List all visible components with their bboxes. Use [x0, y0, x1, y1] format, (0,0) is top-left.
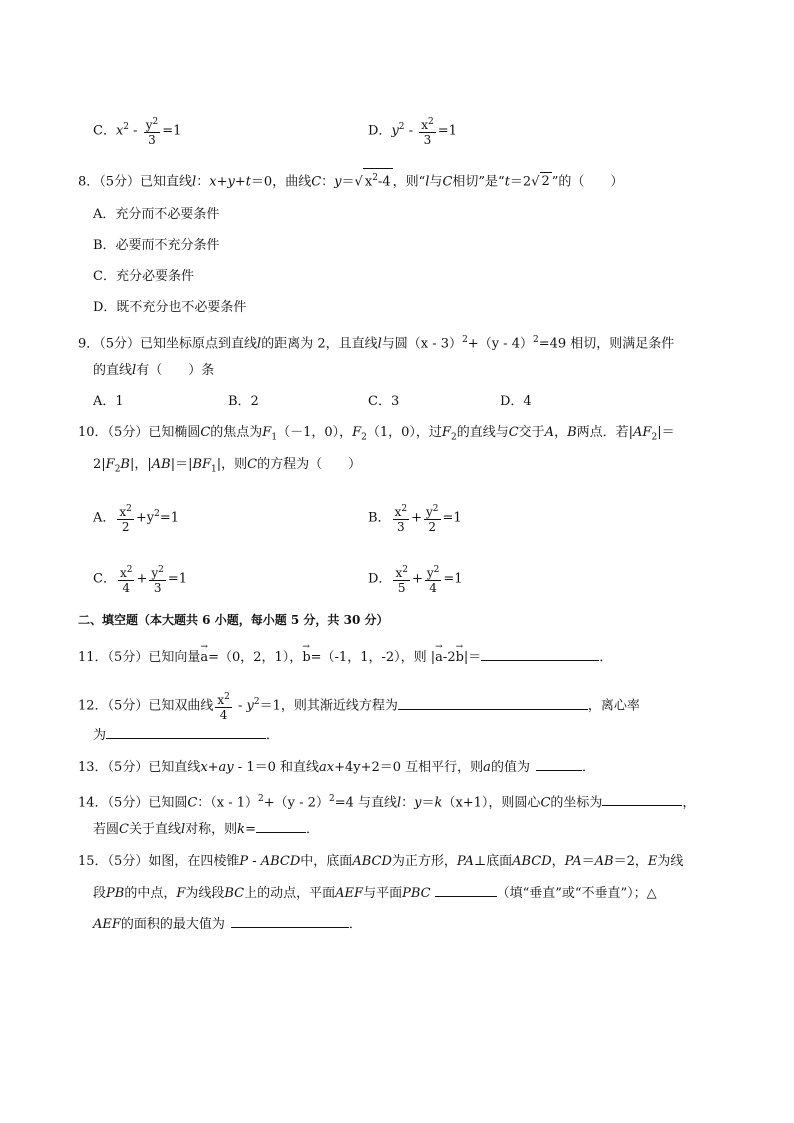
- var: B: [120, 457, 130, 472]
- text: 与圆（x - 3）: [381, 336, 463, 352]
- var: PA: [456, 854, 474, 869]
- text: （填“垂直”或“不垂直”）；△: [496, 886, 657, 901]
- vector-b: → b: [302, 649, 310, 667]
- text: （－1，0），: [277, 425, 353, 440]
- var: AF: [633, 425, 652, 440]
- subscript: 2: [450, 432, 457, 443]
- var: F: [262, 425, 272, 440]
- exponent: 2: [433, 565, 440, 575]
- text: |，则: [216, 457, 248, 472]
- var: y: [334, 174, 342, 190]
- text: ．: [348, 917, 362, 932]
- answer-blank[interactable]: [602, 793, 682, 806]
- radicand: 2: [541, 174, 550, 190]
- var: l: [257, 336, 262, 352]
- var: y: [145, 118, 153, 132]
- q10-option-b: [368, 502, 462, 534]
- var: E: [647, 854, 658, 869]
- var: AB: [594, 854, 614, 869]
- text: =49 相切，则满足条件: [538, 336, 675, 352]
- text: ，离心率: [587, 698, 640, 714]
- text: 交于: [518, 425, 545, 440]
- q7-option-c: [93, 115, 181, 147]
- text: +4y+2＝0 互相平行，则: [334, 760, 484, 775]
- text: ⊥底面: [473, 854, 513, 869]
- q9-stem-line2: [93, 362, 214, 380]
- text: ．: [599, 650, 613, 665]
- var: F: [105, 457, 115, 472]
- text: 的直线与: [456, 425, 509, 440]
- vector-a: → a: [435, 649, 443, 667]
- var: AEF: [335, 886, 364, 901]
- equation: ax: [319, 760, 335, 775]
- subscript: 1: [271, 432, 278, 443]
- q10-option-d: [368, 563, 463, 595]
- text: ，: [554, 425, 568, 440]
- exponent: 2: [328, 794, 335, 804]
- operator: -: [129, 123, 142, 139]
- var: F: [176, 886, 186, 901]
- text: ．: [305, 822, 319, 837]
- text: 2|: [93, 457, 106, 472]
- exponent: 2: [123, 122, 130, 133]
- exponent: 2: [253, 697, 260, 708]
- q15-stem-line1: [78, 853, 683, 871]
- text: ：（x - 1）: [197, 795, 259, 811]
- q9-option-d: D．4: [500, 394, 532, 409]
- q15-stem-line2: [93, 884, 657, 903]
- rhs: =1: [162, 123, 182, 139]
- var: l: [132, 363, 137, 378]
- q8-option-c: C．充分必要条件: [93, 269, 194, 284]
- sqrt-symbol: √: [354, 174, 363, 190]
- q8-option-d: D．既不充分也不必要条件: [93, 300, 247, 315]
- text: 与平面: [363, 886, 403, 901]
- fraction: [425, 563, 442, 595]
- q12-stem-line2: [93, 726, 279, 745]
- q8-option-a: A．充分而不必要条件: [93, 207, 220, 222]
- denominator: 4: [429, 581, 437, 595]
- denominator: 2: [121, 520, 130, 534]
- var: AB: [151, 457, 171, 472]
- rhs: =1: [443, 571, 463, 587]
- text: 为线段: [185, 886, 225, 901]
- exponent: 2: [126, 565, 133, 575]
- text: 14．（5分）已知圆: [78, 795, 188, 811]
- text: -2: [442, 650, 456, 665]
- numerator: [144, 115, 161, 133]
- answer-blank[interactable]: [481, 648, 599, 661]
- fraction: [419, 115, 436, 147]
- exponent: 2: [158, 565, 164, 575]
- var: C: [540, 795, 551, 811]
- var: C: [311, 174, 322, 190]
- answer-blank[interactable]: [106, 726, 266, 739]
- numerator: [425, 563, 442, 581]
- numerator: [393, 563, 410, 581]
- rhs: =1: [437, 123, 457, 139]
- fraction: [117, 502, 134, 534]
- var: PBC: [402, 886, 431, 901]
- subscript: 2: [651, 432, 658, 443]
- exponent: 2: [152, 117, 159, 127]
- text: 两点．若|: [576, 425, 634, 440]
- var: F: [441, 425, 451, 440]
- option-label: C．: [93, 571, 116, 587]
- fraction: [118, 563, 135, 595]
- option-label: B．: [368, 510, 391, 526]
- denominator: 3: [153, 581, 162, 595]
- var: x: [364, 174, 373, 190]
- text: 上的动点，平面: [244, 886, 336, 901]
- text: |＝: [657, 425, 675, 440]
- text: 为线: [657, 854, 684, 869]
- var: C: [442, 174, 453, 190]
- denominator: 4: [219, 708, 228, 722]
- q10-option-c: [93, 563, 187, 595]
- operator: -: [404, 123, 418, 139]
- exponent: 2: [532, 335, 539, 345]
- text: 的方程为（ ）: [257, 457, 362, 472]
- text: - 1＝0 和直线: [233, 760, 319, 775]
- text: 11．（5分）已知向量: [78, 650, 201, 665]
- subscript: 2: [114, 464, 121, 475]
- var: l: [192, 174, 197, 190]
- text: -: [233, 698, 247, 714]
- text: 相切”是“: [452, 174, 505, 190]
- text: （x+1），则圆心: [442, 795, 541, 811]
- denominator: 3: [397, 520, 405, 534]
- denominator: 5: [397, 581, 406, 595]
- text: 为: [93, 728, 107, 743]
- text: 的中点，: [124, 886, 177, 901]
- exponent: 2: [224, 692, 230, 702]
- var: k: [434, 795, 443, 811]
- text: ＝: [421, 795, 435, 811]
- fraction: [393, 502, 410, 534]
- var: PA: [564, 854, 582, 869]
- denominator: 2: [428, 520, 437, 534]
- var: B: [567, 425, 577, 440]
- text: 的焦点为: [210, 425, 263, 440]
- text: 的值为: [490, 760, 530, 775]
- equation: x+ay: [200, 760, 234, 775]
- fraction: [144, 115, 161, 147]
- operator: +: [411, 571, 423, 587]
- var: C: [247, 457, 258, 472]
- answer-blank[interactable]: [398, 697, 588, 710]
- q10-option-a: [93, 502, 179, 534]
- sqrt-symbol: √: [531, 174, 540, 190]
- subscript: 1: [211, 464, 217, 475]
- text: 有（ ）条: [136, 363, 215, 378]
- q7-option-d: [368, 115, 457, 147]
- text: =4 与直线: [334, 795, 397, 811]
- text: ＝: [341, 174, 355, 190]
- option-label: A．: [93, 510, 116, 526]
- var: x: [421, 118, 428, 132]
- var: l: [425, 174, 430, 190]
- numerator: [118, 563, 135, 581]
- answer-blank[interactable]: [231, 915, 349, 928]
- exponent: 2: [398, 122, 405, 133]
- exponent: 2: [154, 509, 160, 520]
- var: BC: [224, 886, 245, 901]
- var: k: [237, 822, 246, 837]
- text: ：: [321, 174, 335, 190]
- fraction: [424, 502, 441, 534]
- answer-blank[interactable]: [536, 758, 582, 771]
- text: =（0，2，1），: [208, 650, 303, 665]
- exponent: 2: [258, 794, 264, 804]
- text: +（y - 4）: [467, 336, 533, 352]
- text: 关于直线: [128, 822, 181, 837]
- var: a: [483, 760, 491, 775]
- q15-stem-line3: [93, 915, 362, 934]
- operator: +: [136, 571, 148, 587]
- text: ，则“: [392, 174, 426, 190]
- var: AEF: [93, 917, 121, 932]
- var: l: [180, 822, 186, 837]
- q10-stem-line1: [78, 424, 675, 447]
- var: C: [508, 425, 519, 440]
- var: A: [544, 425, 555, 440]
- q11-stem: [78, 648, 612, 667]
- text: 中，底面: [300, 854, 353, 869]
- q12-stem-line1: [78, 690, 640, 722]
- var: t: [504, 174, 510, 190]
- equation: x+y+t: [209, 174, 251, 190]
- var: y: [246, 698, 254, 714]
- denominator: 4: [122, 581, 131, 595]
- q8-stem: [78, 168, 623, 191]
- var: x: [394, 505, 402, 519]
- text: ”的（ ）: [551, 174, 624, 190]
- exponent: 2: [462, 335, 468, 345]
- var: x: [217, 693, 225, 707]
- text: 的距离为 2，且直线: [261, 336, 378, 352]
- text: 9．（5分）已知坐标原点到直线: [78, 336, 258, 352]
- var: C: [200, 425, 211, 440]
- numerator: [215, 690, 232, 708]
- text: 为正方形，: [391, 854, 457, 869]
- text: 15．（5分）如图，在四棱锥: [78, 854, 240, 869]
- q10-stem-line2: [93, 456, 361, 479]
- text: +y: [135, 510, 155, 526]
- option-label: C．: [93, 123, 116, 139]
- fraction: [215, 690, 232, 722]
- exponent: 2: [432, 504, 439, 514]
- text: |＝: [463, 650, 482, 665]
- var: BF: [192, 457, 212, 472]
- text: ：: [401, 795, 415, 811]
- var: y: [151, 566, 159, 580]
- text: 13．（5分）已知直线: [78, 760, 201, 775]
- exponent: 2: [427, 117, 434, 127]
- var: C: [187, 795, 198, 811]
- var: x: [119, 505, 127, 519]
- var: x: [115, 123, 124, 139]
- text: ＝: [581, 854, 595, 869]
- answer-blank[interactable]: [256, 820, 306, 833]
- var: x: [119, 566, 127, 580]
- text: ＝2: [509, 174, 532, 190]
- exponent: 2: [126, 504, 132, 514]
- denominator: 3: [423, 133, 432, 147]
- vector-b: → b: [456, 649, 464, 667]
- q9-option-b: B．2: [228, 394, 259, 409]
- var: x: [395, 566, 403, 580]
- var: C: [119, 822, 129, 837]
- rhs: =1: [442, 510, 462, 526]
- option-label: D．: [368, 123, 392, 139]
- var: l: [377, 336, 382, 352]
- q9-option-c: C．3: [368, 394, 400, 409]
- text: 段: [93, 886, 107, 901]
- radicand: [363, 168, 393, 191]
- exponent: 2: [402, 565, 408, 575]
- text: =（-1，1，-2），则 |: [310, 650, 436, 665]
- q14-stem-line2: [93, 820, 319, 839]
- text: 12．（5分）已知双曲线: [78, 698, 214, 714]
- text: 若圆: [93, 822, 120, 837]
- var: F: [352, 425, 362, 440]
- subscript: 2: [361, 432, 367, 443]
- var: l: [396, 795, 402, 811]
- text: 的面积的最大值为: [120, 917, 225, 932]
- numerator: [419, 115, 436, 133]
- q13-stem: [78, 758, 595, 777]
- denominator: 3: [148, 133, 156, 147]
- var: PB: [106, 886, 125, 901]
- text: 对称，则: [185, 822, 238, 837]
- text: ，: [682, 795, 696, 811]
- numerator: [117, 502, 134, 520]
- text: ．: [266, 728, 280, 743]
- numerator: [424, 502, 441, 520]
- var: P - ABCD: [239, 854, 301, 869]
- var: ABCD: [352, 854, 392, 869]
- text: 与: [429, 174, 443, 190]
- exponent: 2: [372, 173, 378, 183]
- exponent: 2: [401, 504, 408, 514]
- fraction: [149, 563, 166, 595]
- text: ：: [196, 174, 210, 190]
- text: +（y - 2）: [263, 795, 329, 811]
- text: 10．（5分）已知椭圆: [78, 425, 201, 440]
- numerator: [393, 502, 410, 520]
- rhs: =1: [159, 510, 180, 526]
- text: |＝|: [170, 457, 193, 472]
- text: （1，0），过: [366, 425, 442, 440]
- var: y: [426, 566, 434, 580]
- var: ABCD: [512, 854, 552, 869]
- q8-option-b: B．必要而不充分条件: [93, 238, 220, 253]
- text: ＝0，曲线: [250, 174, 312, 190]
- var: y: [425, 505, 433, 519]
- text: ＝2，: [613, 854, 648, 869]
- rhs: =1: [167, 571, 188, 587]
- answer-blank[interactable]: [435, 884, 497, 897]
- text: -4: [377, 174, 391, 190]
- text: 8．（5分）已知直线: [78, 174, 193, 190]
- operator: +: [411, 510, 422, 526]
- option-label: D．: [368, 571, 392, 587]
- q9-option-a: A．1: [93, 394, 124, 409]
- vector-a: → a: [200, 649, 208, 667]
- text: |，|: [129, 457, 152, 472]
- q14-stem-line1: [78, 790, 695, 812]
- var: y: [391, 123, 399, 139]
- section-heading: 二、填空题（本大题共 6 小题，每小题 5 分，共 30 分）: [78, 613, 389, 627]
- text: ．: [581, 760, 595, 775]
- text: ＝1，则其渐近线方程为: [259, 698, 398, 714]
- text: ，: [551, 854, 565, 869]
- text: 的坐标为: [550, 795, 603, 811]
- text: =: [245, 822, 256, 837]
- numerator: [149, 563, 166, 581]
- q9-stem-line1: [78, 331, 674, 353]
- text: 的直线: [93, 363, 133, 378]
- var: y: [414, 795, 422, 811]
- fraction: [393, 563, 410, 595]
